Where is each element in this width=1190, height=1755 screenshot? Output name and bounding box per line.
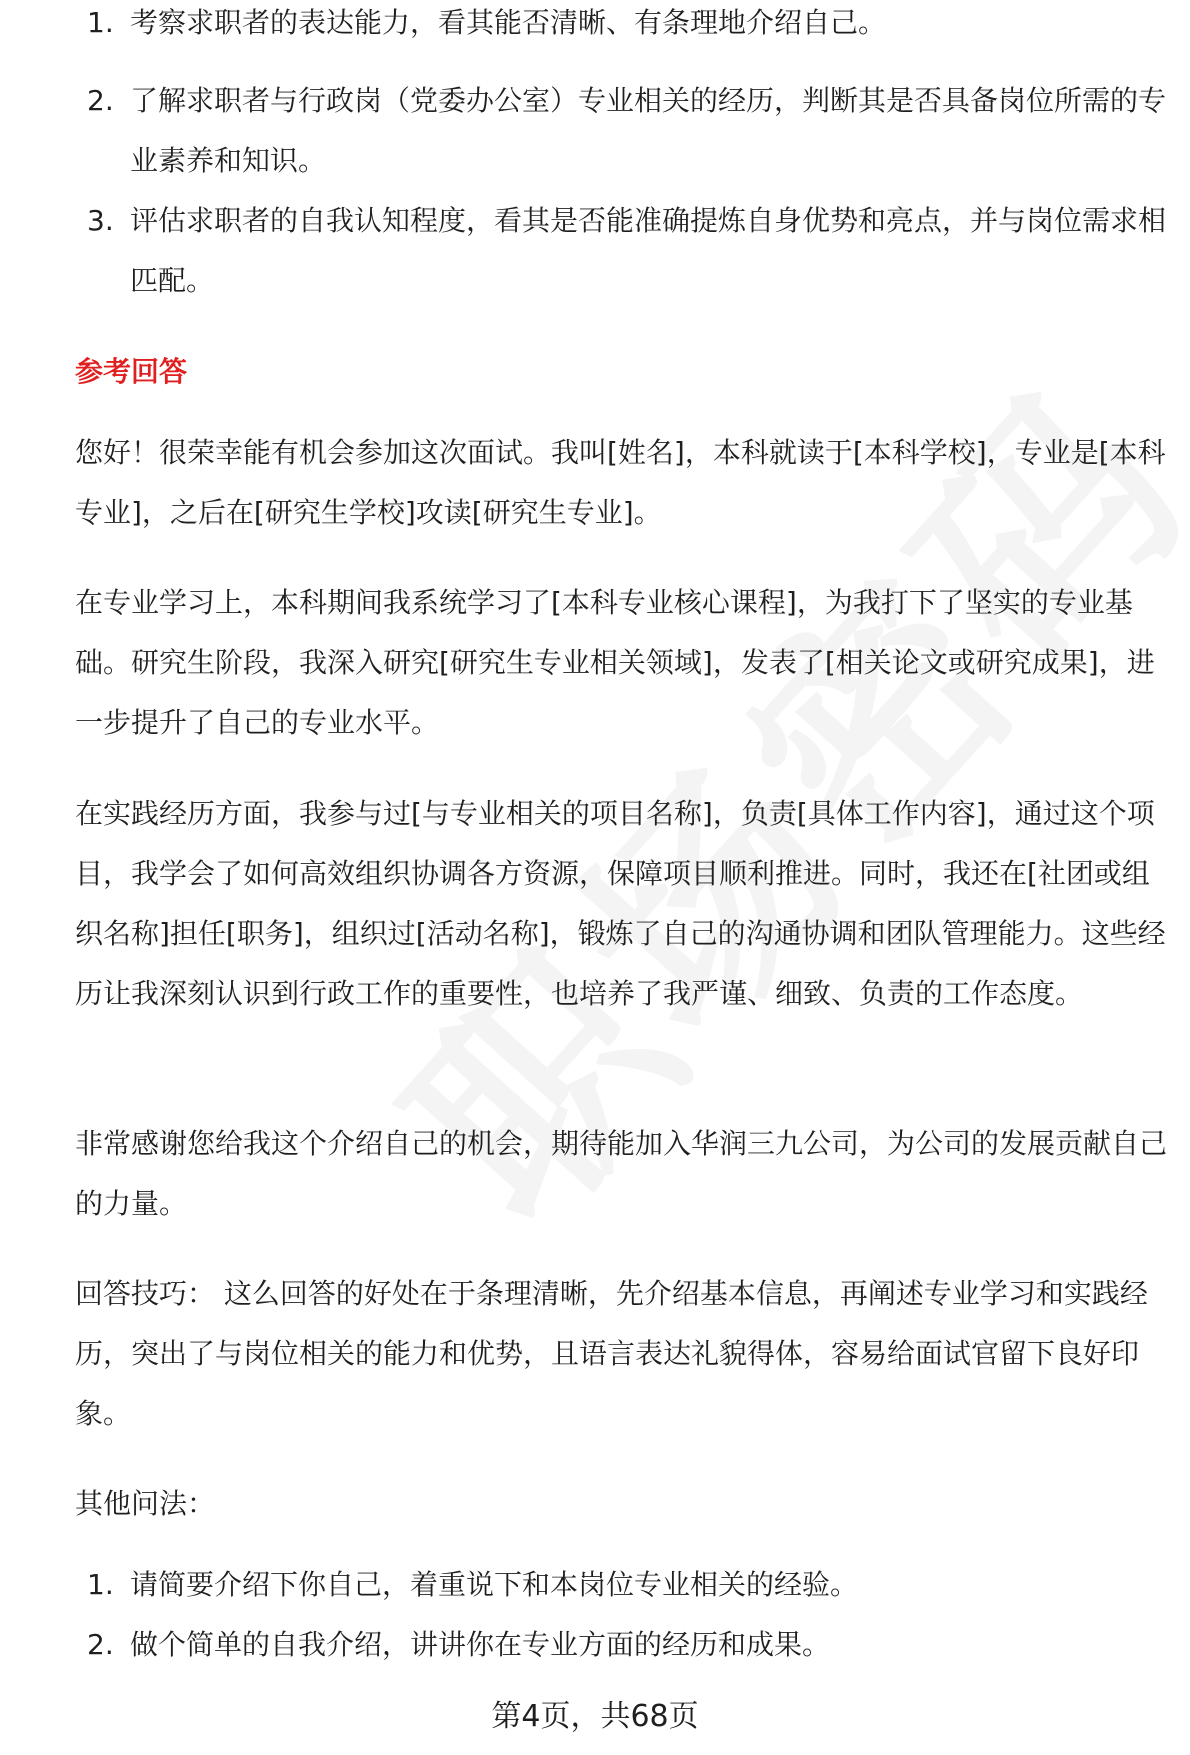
- list-item-text: 评估求职者的自我认知程度，看其是否能准确提炼自身优势和亮点，并与岗位需求相匹配。: [130, 204, 1167, 297]
- list-item-text: 请简要介绍下你自己，着重说下和本岗位专业相关的经验。: [130, 1568, 859, 1601]
- paragraph: 非常感谢您给我这个介绍自己的机会，期待能加入华润三九公司，为公司的发展贡献自己的力量。: [75, 1127, 1168, 1220]
- page-number-footer: 第4页，共68页: [491, 1699, 699, 1734]
- list-number: 1.: [87, 1568, 114, 1601]
- list-item-text: 了解求职者与行政岗（党委办公室）专业相关的经历，判断其是否具备岗位所需的专业素养和知识。: [130, 84, 1167, 177]
- list-item: [75, 71, 1175, 191]
- paragraph: 您好！很荣幸能有机会参加这次面试。我叫[姓名]，本科就读于[本科学校]，专业是[本科专业]，之后在[研究生学校]攻读[研究生专业]。: [75, 436, 1166, 529]
- other-questions-list: [75, 1555, 1175, 1675]
- paragraph: 在实践经历方面，我参与过[与专业相关的项目名称]，负责[具体工作内容]，通过这个项目，我学会了如何高效组织协调各方资源，保障项目顺利推进。同时，我还在[社团或组织名称]担任[职务]，组织过[活动名称]，锻炼了自己的沟通协调和团队管理能力。这些经历让我深刻认识到行政工作的重要性，也培养了我严谨、细致、负责的工作态度。: [75, 797, 1166, 1010]
- list-number: 1.: [87, 8, 114, 38]
- paragraph: 在专业学习上，本科期间我系统学习了[本科专业核心课程]，为我打下了坚实的专业基础。研究生阶段，我深入研究[研究生专业相关领域]，发表了[相关论文或研究成果]，进一步提升了自己的专业水平。: [75, 586, 1155, 739]
- paragraph: 其他问法：: [75, 1487, 216, 1520]
- list-item: [75, 8, 1175, 38]
- list-number: 2.: [87, 84, 114, 117]
- paragraph: 回答技巧： 这么回答的好处在于条理清晰，先介绍基本信息，再阐述专业学习和实践经历，突出了与岗位相关的能力和优势，且语言表达礼貌得体，容易给面试官留下良好印象。: [75, 1277, 1148, 1430]
- list-item-text: 做个简单的自我介绍，讲讲你在专业方面的经历和成果。: [130, 1628, 831, 1661]
- list-item: [75, 1615, 1175, 1675]
- list-item-text: 考察求职者的表达能力，看其能否清晰、有条理地介绍自己。: [130, 8, 887, 38]
- list-number: 2.: [87, 1628, 114, 1661]
- list-number: 3.: [87, 204, 114, 237]
- evaluation-points-list: [75, 8, 1175, 311]
- section-heading-reference: 参考回答: [75, 355, 188, 388]
- list-item: [75, 1555, 1175, 1615]
- list-item: [75, 191, 1175, 311]
- document-page: [75, 0, 1175, 1755]
